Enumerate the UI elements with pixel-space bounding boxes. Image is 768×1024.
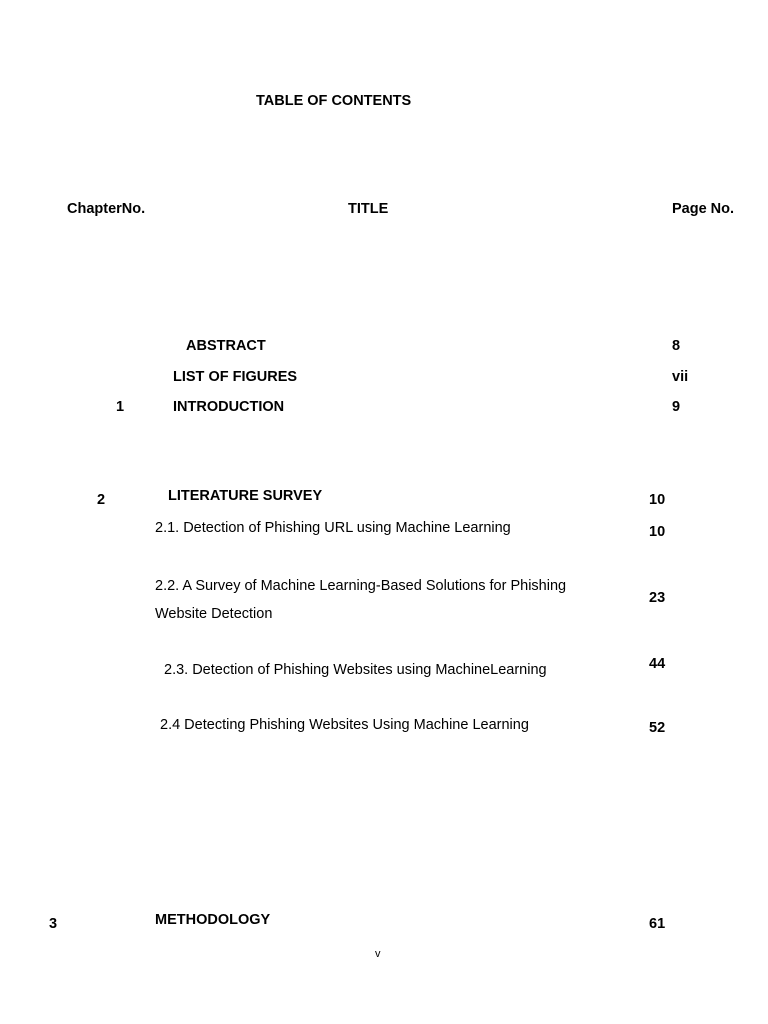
toc-entry-methodology-title: METHODOLOGY — [155, 912, 271, 928]
toc-entry-2-3-page: 44 — [649, 656, 666, 672]
header-chapter-no: ChapterNo. — [67, 201, 146, 217]
toc-entry-list-of-figures-title: LIST OF FIGURES — [173, 369, 298, 385]
toc-entry-introduction-page: 9 — [672, 399, 681, 415]
toc-entry-2-2-title-line1: 2.2. A Survey of Machine Learning-Based Solutions for Phishing — [155, 578, 567, 594]
toc-entry-abstract-page: 8 — [672, 338, 681, 354]
header-title: TITLE — [348, 201, 389, 217]
toc-entry-2-4-title: 2.4 Detecting Phishing Websites Using Machine Learning — [160, 717, 529, 733]
toc-entry-2-2-page: 23 — [649, 590, 666, 606]
toc-entry-2-4-page: 52 — [649, 720, 666, 736]
header-page-no: Page No. — [672, 201, 735, 217]
toc-entry-introduction-chapter: 1 — [116, 399, 125, 415]
toc-entry-2-2-title-line2: Website Detection — [155, 606, 273, 622]
toc-entry-literature-survey-chapter: 2 — [97, 492, 106, 508]
toc-entry-list-of-figures-page: vii — [672, 369, 689, 385]
toc-entry-literature-survey-title: LITERATURE SURVEY — [168, 488, 323, 504]
toc-entry-2-1-page: 10 — [649, 524, 666, 540]
toc-entry-2-1-title: 2.1. Detection of Phishing URL using Machine Learning — [155, 520, 511, 536]
page-title: TABLE OF CONTENTS — [256, 93, 412, 109]
footer-page-number: v — [375, 948, 381, 960]
toc-entry-methodology-chapter: 3 — [49, 916, 58, 932]
toc-entry-methodology-page: 61 — [649, 916, 666, 932]
toc-entry-abstract-title: ABSTRACT — [186, 338, 266, 354]
toc-entry-literature-survey-page: 10 — [649, 492, 666, 508]
toc-entry-introduction-title: INTRODUCTION — [173, 399, 285, 415]
toc-entry-2-3-title: 2.3. Detection of Phishing Websites using MachineLearning — [164, 662, 547, 678]
